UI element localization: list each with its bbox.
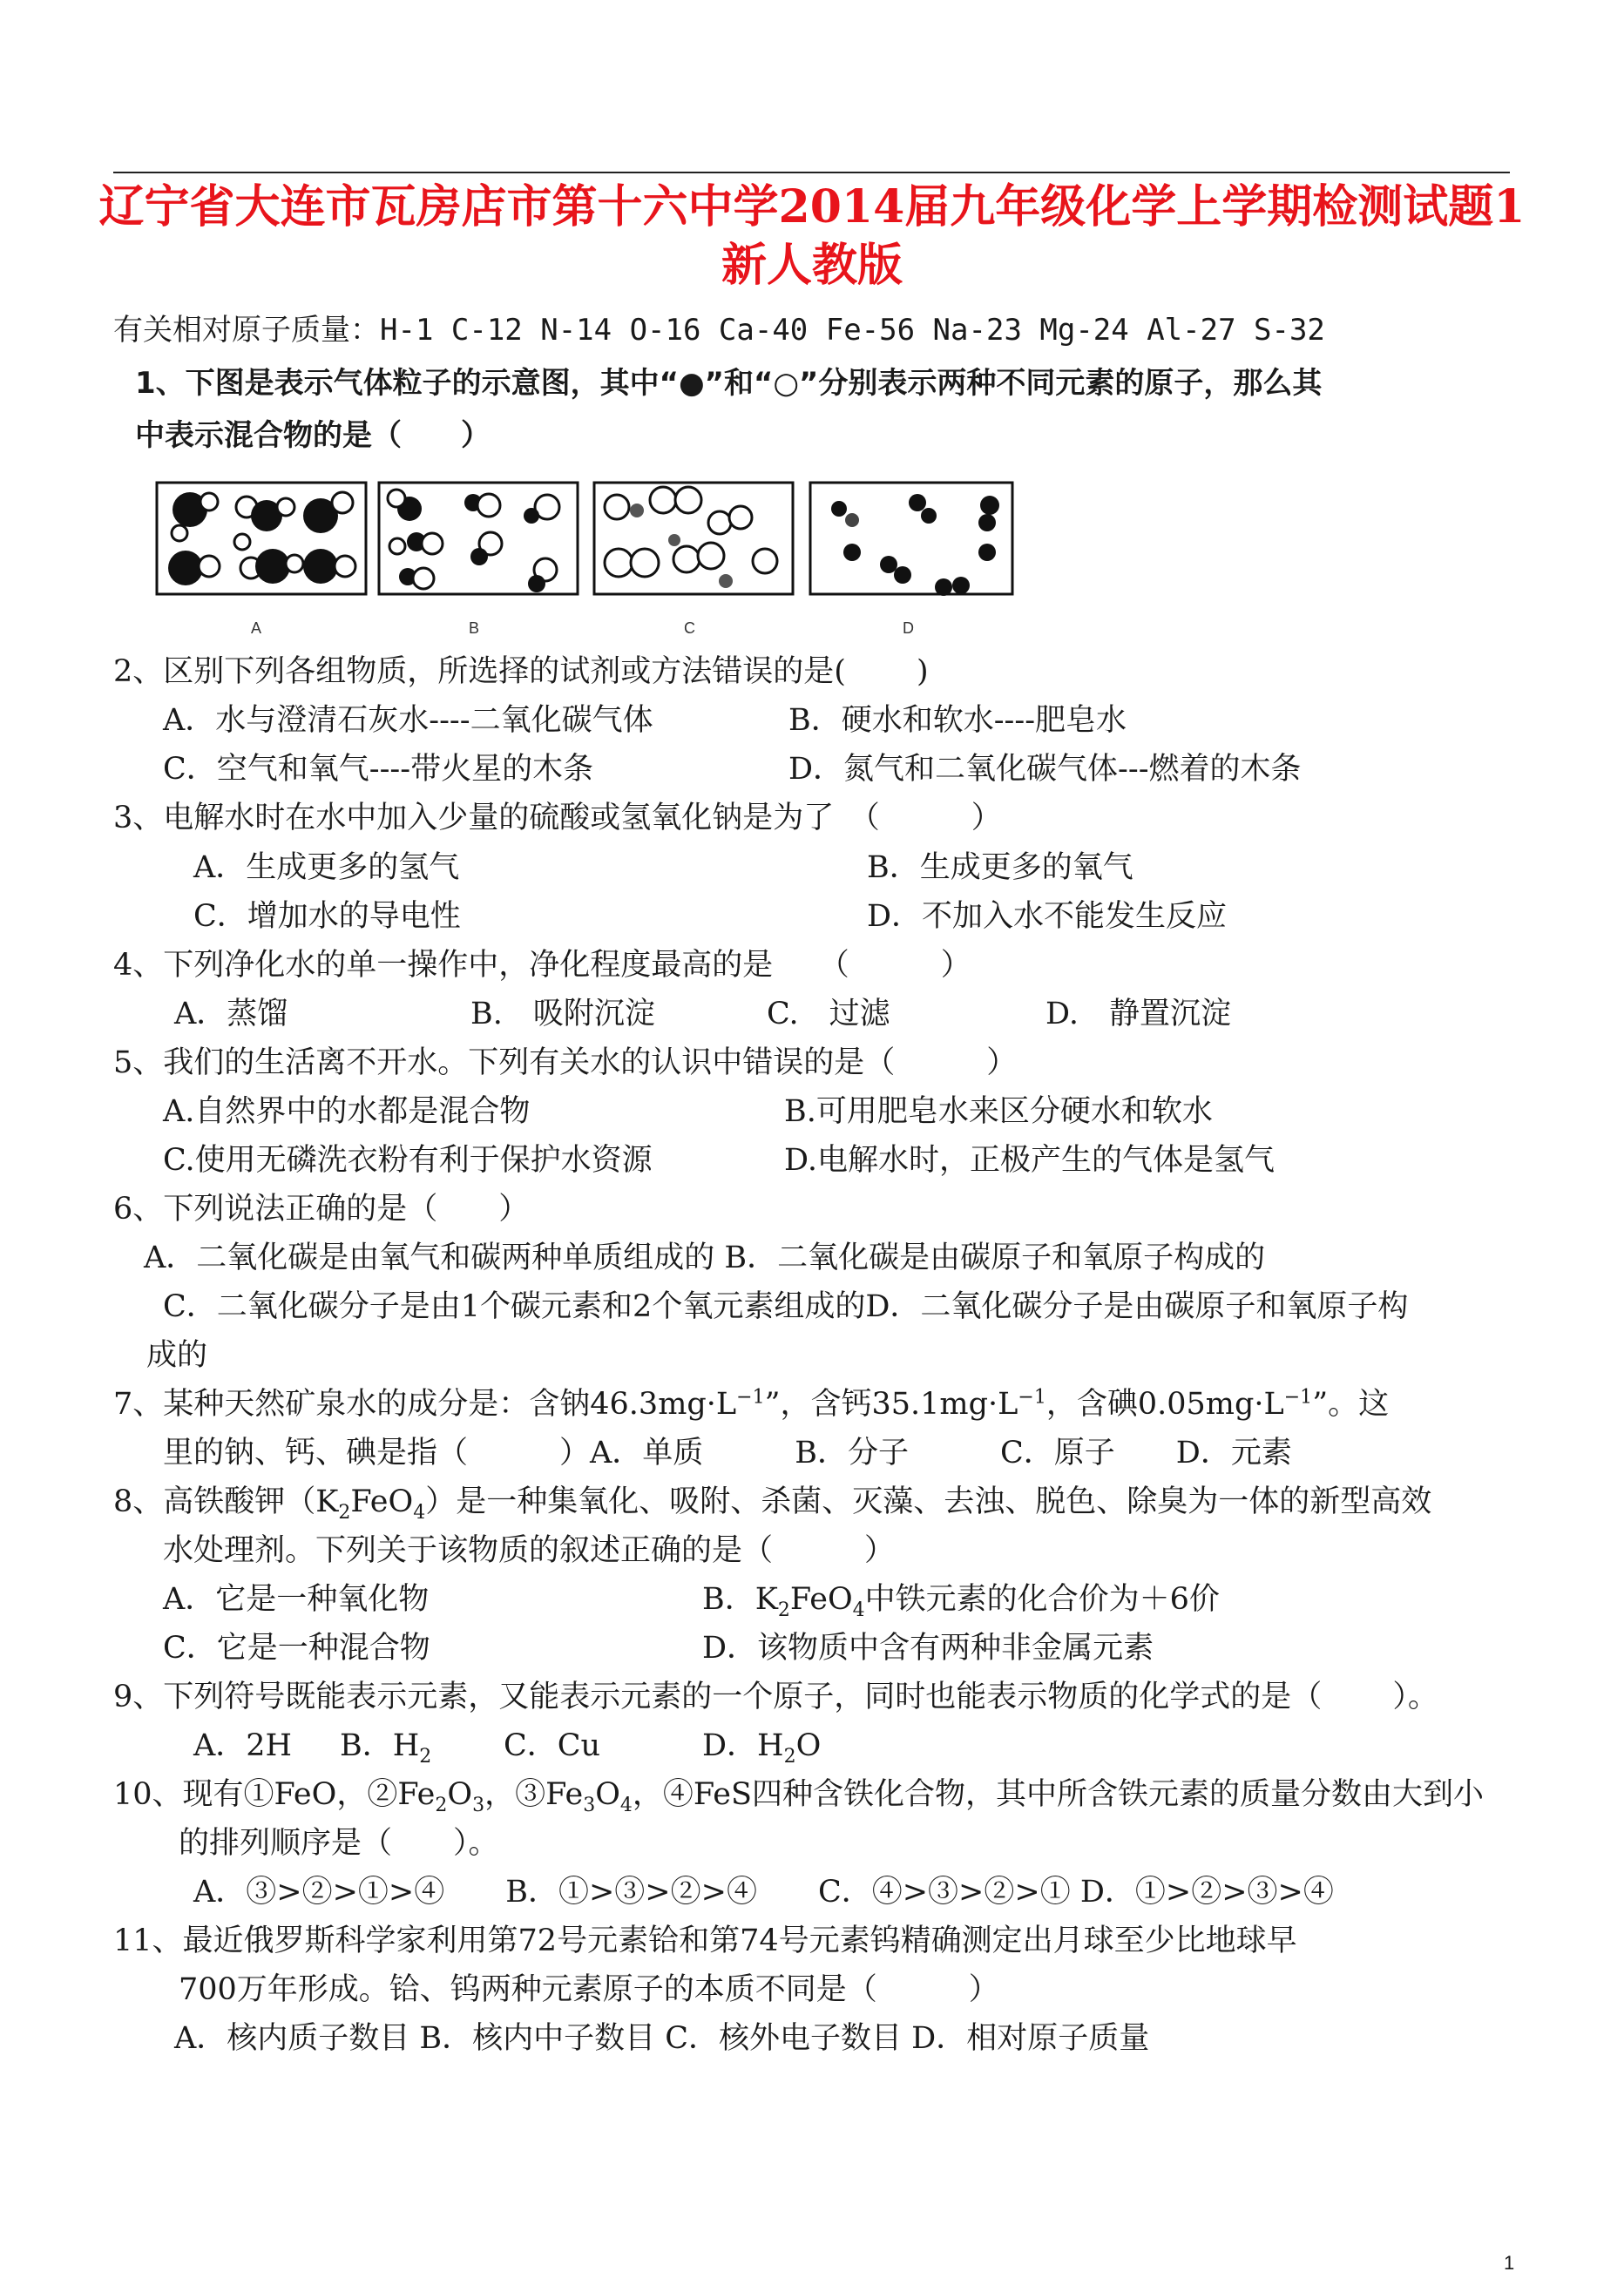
q6-options-cd: C．二氧化碳分子是由1个碳元素和2个氧元素组成的D．二氧化碳分子是由碳原子和氧原子构	[163, 1289, 1409, 1324]
q2-stem: 2、区别下列各组物质，所选择的试剂或方法错误的是( )	[113, 654, 929, 689]
q5-option-c: C.使用无磷洗衣粉有利于保护水资源	[163, 1143, 653, 1178]
q3-option-a: A．生成更多的氢气	[193, 850, 460, 885]
q9-option-b: B．$H_2$	[340, 1728, 432, 1768]
q9-option-d: D．$H_2O$	[702, 1728, 822, 1768]
q4-option-d: D. 静置沉淀	[1045, 997, 1231, 1031]
q4-option-b: B. 吸附沉淀	[470, 997, 655, 1031]
box-a-particles	[168, 492, 355, 585]
q8-option-a: A．它是一种氧化物	[163, 1582, 430, 1617]
q2-option-b: B．硬水和软水----肥皂水	[788, 703, 1127, 738]
q1-stem-line2: 中表示混合物的是（ ）	[135, 418, 491, 453]
q5-option-d: D.电解水时，正极产生的气体是氢气	[784, 1143, 1275, 1178]
q2-option-d: D．氮气和二氧化碳气体---燃着的木条	[788, 752, 1302, 787]
header-rule	[113, 172, 1510, 173]
q11-line2: 700万年形成。铪、钨两种元素原子的本质不同是（ ）	[179, 1972, 999, 2007]
document-title-line1: 辽宁省大连市瓦房店市第十六中学2014届九年级化学上学期检测试题1	[98, 180, 1526, 233]
q10-options: A．③>②>①>④ B．①>③>②>④ C．④>③>②>① D．①>②>③>④	[193, 1875, 1334, 1910]
q8-line1: 8、高铁酸钾$(K_2FeO_4)$是一种集氧化、吸附、杀菌、灭藻、去浊、脱色、除臭为一体的新型高效	[113, 1484, 1432, 1524]
fig-label-c: C	[684, 619, 695, 637]
q2-option-c: C．空气和氧气----带火星的木条	[163, 752, 594, 787]
fig-label-b: B	[469, 619, 480, 637]
q8-line2: 水处理剂。下列关于该物质的叙述正确的是（ ）	[163, 1533, 896, 1568]
q3-option-d: D．不加入水不能发生反应	[867, 899, 1228, 934]
fig-label-d: D	[903, 619, 914, 637]
q5-option-a: A.自然界中的水都是混合物	[163, 1094, 531, 1129]
q8-option-c: C．它是一种混合物	[163, 1631, 430, 1666]
q9-option-a: A．2H	[193, 1728, 293, 1763]
page-number: 1	[1504, 2252, 1515, 2274]
q5-stem: 5、我们的生活离不开水。下列有关水的认识中错误的是（ ）	[113, 1045, 1018, 1080]
atomic-masses: 有关相对原子质量：H-1 C-12 N-14 O-16 Ca-40 Fe-56 Na-23 Mg-24 Al-27 S-32	[113, 313, 1325, 348]
particle-diagram	[155, 481, 1018, 642]
box-b-particles	[388, 490, 559, 592]
q4-option-c: C. 过滤	[767, 997, 890, 1031]
q9-stem: 9、下列符号既能表示元素，又能表示元素的一个原子，同时也能表示物质的化学式的是（ ）。	[113, 1680, 1438, 1714]
q3-stem: 3、电解水时在水中加入少量的硫酸或氢氧化钠是为了 （ ）	[113, 801, 1002, 835]
fig-label-a: A	[251, 619, 262, 637]
q11-line1: 11、最近俄罗斯科学家利用第72号元素铪和第74号元素钨精确测定出月球至少比地球早	[113, 1924, 1297, 1958]
q10-line2: 的排列顺序是（ ）。	[179, 1826, 499, 1861]
q4-option-a: A．蒸馏	[174, 997, 288, 1031]
box-d-particles	[831, 494, 999, 596]
q7-line2: 里的钠、钙、碘是指（ ）A．单质 B．分子 C．原子 D．元素	[163, 1436, 1292, 1471]
q1-stem-line1: 1、下图是表示气体粒子的示意图，其中“●”和“○”分别表示两种不同元素的原子，那么其	[135, 366, 1323, 401]
q4-stem: 4、下列净化水的单一操作中，净化程度最高的是 （ ）	[113, 948, 971, 983]
q5-option-b: B.可用肥皂水来区分硬水和软水	[784, 1094, 1213, 1129]
box-c-particles	[605, 487, 777, 588]
q6-stem: 6、下列说法正确的是（ ）	[113, 1192, 530, 1227]
q9-option-c: C．Cu	[504, 1728, 601, 1763]
document-title-line2: 新人教版	[721, 239, 903, 292]
q6-options-ab: A．二氧化碳是由氧气和碳两种单质组成的 B．二氧化碳是由碳原子和氧原子构成的	[144, 1241, 1266, 1275]
q7-line1: 7、某种天然矿泉水的成分是：含钠$46.3mg\cdot L^{-1}$”，含钙$35.1mg\cdot L^{-1}$，含碘$0.05mg\cdot L^{-1}$”。这	[113, 1386, 1390, 1422]
q3-option-c: C．增加水的导电性	[193, 899, 461, 934]
q8-option-d: D．该物质中含有两种非金属元素	[702, 1631, 1154, 1666]
q10-line1: 10、现有①FeO，$②Fe_2O_3$，$③Fe_3O_4$，④FeS四种含铁化合物，其中所含铁元素的质量分数由大到小	[113, 1777, 1484, 1816]
q11-options: A．核内质子数目 B．核内中子数目 C．核外电子数目 D．相对原子质量	[174, 2021, 1150, 2056]
q2-option-a: A．水与澄清石灰水----二氧化碳气体	[163, 703, 653, 738]
q8-option-b: B．$K_2FeO_4$中铁元素的化合价为＋6价	[702, 1582, 1220, 1621]
q6-options-cd-cont: 成的	[146, 1338, 208, 1373]
q3-option-b: B．生成更多的氧气	[867, 850, 1133, 885]
